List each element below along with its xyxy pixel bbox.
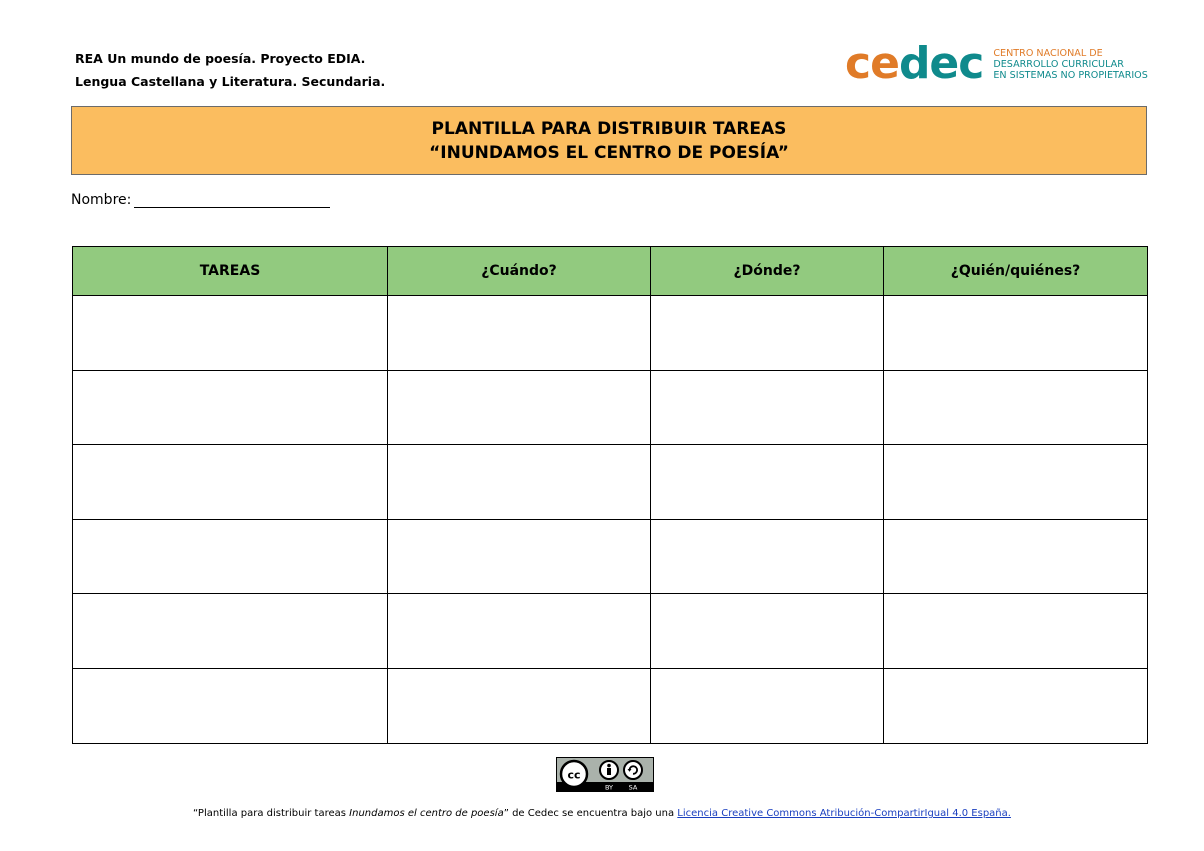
- cc-badge-graphic: [557, 758, 653, 791]
- table-cell[interactable]: [884, 445, 1148, 520]
- footer-italic-title: Inundamos el centro de poesía: [349, 808, 504, 819]
- tasks-table: [72, 246, 1148, 744]
- column-header-cuando: ¿Cuándo?: [388, 247, 651, 296]
- name-field: [71, 191, 330, 208]
- table-cell[interactable]: [651, 296, 884, 371]
- sa-icon: [624, 761, 642, 779]
- table-cell[interactable]: [388, 519, 651, 594]
- name-blank-line[interactable]: [134, 191, 330, 208]
- table-cell[interactable]: [388, 370, 651, 445]
- logo-tagline-2: DESARROLLO CURRICULAR: [993, 58, 1124, 70]
- table-cell[interactable]: [884, 594, 1148, 669]
- by-label: BY: [604, 783, 614, 791]
- title-line-1: PLANTILLA PARA DISTRIBUIR TAREAS: [431, 118, 787, 139]
- svg-text:cc: cc: [567, 768, 581, 782]
- sa-label: SA: [628, 783, 638, 791]
- column-header-quien: ¿Quién/quiénes?: [884, 247, 1148, 296]
- table-row: [73, 370, 1148, 445]
- table-cell[interactable]: [651, 668, 884, 743]
- table-cell[interactable]: [651, 594, 884, 669]
- table-cell[interactable]: [388, 445, 651, 520]
- logo-word-part1: ce: [845, 38, 899, 89]
- license-footer: [0, 808, 1204, 819]
- document-header: [75, 47, 385, 93]
- table-cell[interactable]: [388, 296, 651, 371]
- footer-middle: ” de Cedec se encuentra bajo una: [503, 808, 678, 819]
- table-cell[interactable]: [651, 445, 884, 520]
- table-cell[interactable]: [73, 370, 388, 445]
- table-row: [73, 519, 1148, 594]
- table-cell[interactable]: [884, 668, 1148, 743]
- header-line-1: REA Un mundo de poesía. Proyecto EDIA.: [75, 51, 366, 66]
- table-cell[interactable]: [73, 445, 388, 520]
- cc-license-badge[interactable]: [556, 757, 654, 792]
- column-header-donde: ¿Dónde?: [651, 247, 884, 296]
- logo-tagline-1: CENTRO NACIONAL DE: [993, 47, 1103, 59]
- table-cell[interactable]: [73, 594, 388, 669]
- header-line-2: Lengua Castellana y Literatura. Secundaria.: [75, 74, 386, 89]
- table-cell[interactable]: [73, 668, 388, 743]
- table-cell[interactable]: [651, 370, 884, 445]
- table-row: [73, 668, 1148, 743]
- title-banner: [71, 106, 1147, 175]
- column-header-tareas: TAREAS: [73, 247, 388, 296]
- logo-wordmark: [845, 38, 984, 89]
- title-line-2: “INUNDAMOS EL CENTRO DE POESÍA”: [429, 142, 789, 163]
- table-cell[interactable]: [884, 296, 1148, 371]
- table-row: [73, 445, 1148, 520]
- table-cell[interactable]: [388, 594, 651, 669]
- logo-word-part2: dec: [898, 38, 984, 89]
- table-cell[interactable]: [73, 519, 388, 594]
- name-label: Nombre:: [71, 192, 132, 208]
- by-icon: [600, 761, 618, 779]
- table-cell[interactable]: [388, 668, 651, 743]
- logo-tagline-3: EN SISTEMAS NO PROPIETARIOS: [993, 69, 1148, 81]
- cc-icon: [561, 761, 587, 787]
- license-link[interactable]: Licencia Creative Commons Atribución-CompartirIgual 4.0 España.: [677, 808, 1011, 819]
- table-cell[interactable]: [884, 519, 1148, 594]
- table-row: [73, 594, 1148, 669]
- table-header-row: [73, 247, 1148, 296]
- table-row: [73, 296, 1148, 371]
- logo-tagline: [993, 48, 1147, 81]
- table-cell[interactable]: [884, 370, 1148, 445]
- cedec-logo: [845, 38, 1148, 89]
- footer-prefix: “Plantilla para distribuir tareas: [193, 808, 350, 819]
- table-cell[interactable]: [651, 519, 884, 594]
- table-cell[interactable]: [73, 296, 388, 371]
